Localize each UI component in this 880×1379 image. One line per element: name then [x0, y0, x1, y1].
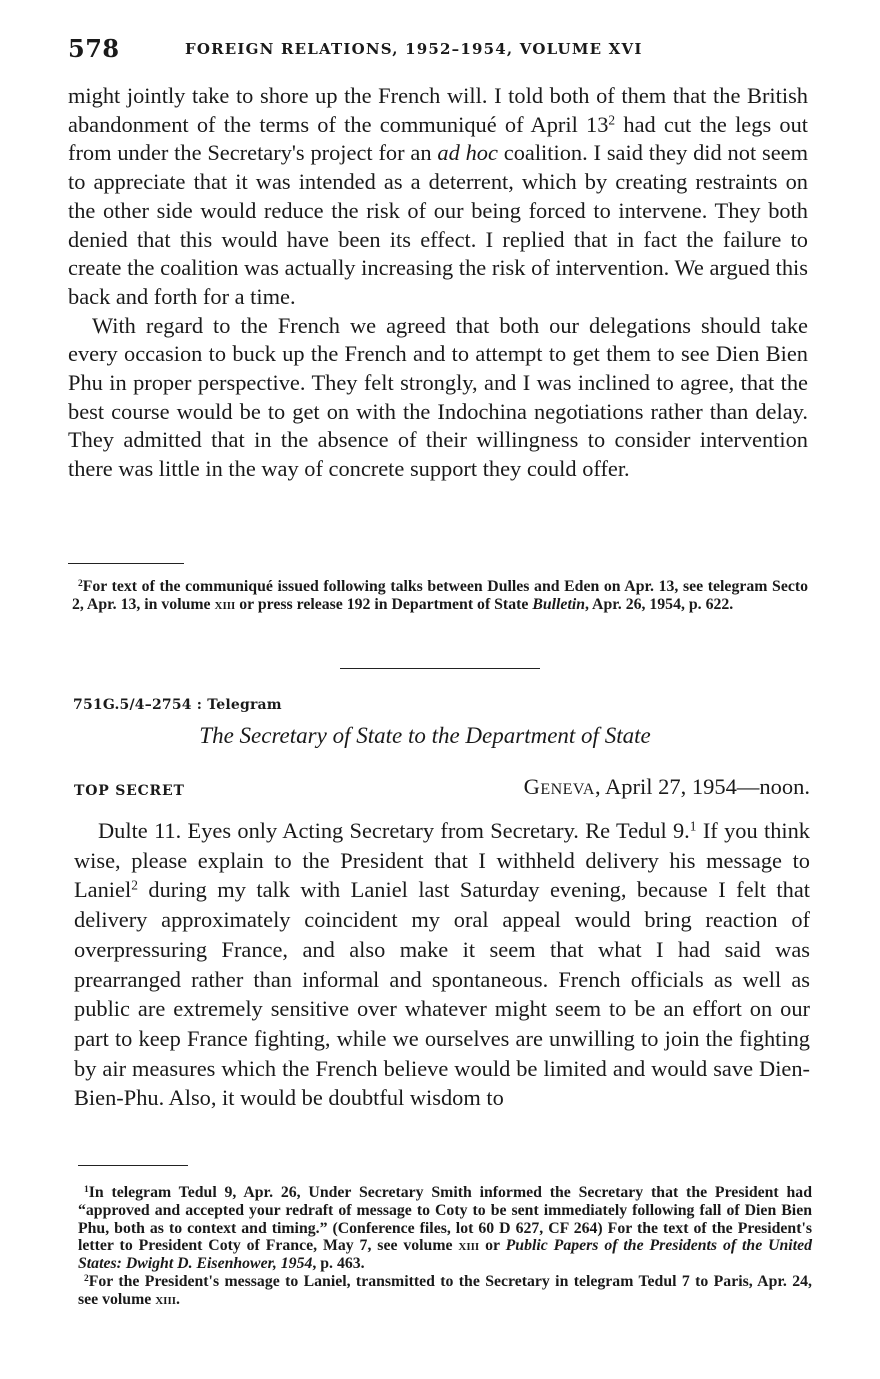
- telegram-paragraph: Dulte 11. Eyes only Acting Secretary from Secretary. Re Tedul 9.$^1$ If you think wise, please explain to the President that I withheld delivery his message to Laniel$^2$ during my talk with Laniel last Saturday evening, because I felt that delivery approximately coincident my oral appeal would bring reaction of overpressuring France, and also make it seem that what I had said was prearranged rather than informal and spontaneous. French officials as well as public are extremely sensitive over whatever might seem to be an effort on our part to keep France fighting, while we ourselves are unwilling to join the fighting by air measures which the French believe would be limited and would save Dien-Bien-Phu. Also, it would be doubtful wisdom to: [74, 818, 810, 1111]
- footnote-mark: 2: [78, 578, 83, 589]
- footnote-1: $^1$In telegram Tedul 9, Apr. 26, Under Secretary Smith informed the Secretary that the President had “approved and accepted your redraft of message to Coty to be sent immediately following fall of Dien Bien Phu, both as to context and timing.” (Conference files, lot 60 D 627, CF 264) For the text of the President's letter to President Coty of France, May 7, see volume xiii or Public Papers of the Presidents of the United States: Dwight D. Eisenhower, 1954, p. 463.: [78, 1184, 812, 1273]
- footnote-top: $^2$For text of the communiqué issued following talks between Dulles and Eden on Apr. 13, see telegram Secto 2, Apr. 13, in volume xiii or press release 192 in Department of State Bulletin, Apr. 26, 1954, p. 622.: [72, 578, 808, 613]
- footnote-ref-2[interactable]: 2: [131, 878, 138, 894]
- dateline: [524, 774, 810, 800]
- page-header: [68, 34, 812, 64]
- top-body-text: [68, 82, 808, 484]
- footnote-ref-2[interactable]: 2: [608, 112, 616, 128]
- footnote-rule: [68, 563, 184, 564]
- dateline-place: Geneva: [523, 774, 595, 799]
- telegram-body: [74, 816, 810, 1113]
- section-divider: [340, 668, 540, 669]
- paragraph-french: With regard to the French we agreed that both our delegations should take every occasion to buck up the French and to attempt to get them to see Dien Bien Phu in proper perspective. They felt strongly, and I was inclined to agree, that the best course would be to get on with the Indochina negotiations rather than delay. They admitted that in the absence of their willingness to consider intervention there was little in the way of concrete support they could offer.: [68, 312, 808, 482]
- footnote-ref-1[interactable]: 1: [689, 818, 697, 834]
- footnote-rule-bottom: [78, 1165, 188, 1166]
- classification-label: TOP SECRET: [74, 783, 185, 799]
- paragraph-continued: might jointly take to shore up the French will. I told both of them that the British abandonment of the terms of the communiqué of April $13^2$ had cut the legs out from under the Secretary's project for an ad hoc coalition. I said they did not seem to appreciate that it was intended as a deterrent, which by creating restraints on the other side would reduce the risk of our being forced to intervene. They both denied that this would have been its effect. I replied that in fact the failure to create the coalition was actually increasing the risk of intervention. We argued this back and forth for a time.: [68, 83, 808, 309]
- footnotes-bottom: [78, 1184, 812, 1309]
- document-title: The Secretary of State to the Department of State: [199, 723, 651, 748]
- document-file-id: 751G.5/4–2754 : Telegram: [73, 697, 282, 713]
- running-head: FOREIGN RELATIONS, 1952–1954, VOLUME XVI: [185, 40, 643, 58]
- footnote-2: $^2$For the President's message to Laniel, transmitted to the Secretary in telegram Tedul 7 to Paris, Apr. 24, see volume xiii.: [78, 1272, 812, 1308]
- page-number: 578: [68, 34, 120, 63]
- dateline-date: , April 27, 1954—noon.: [594, 774, 810, 799]
